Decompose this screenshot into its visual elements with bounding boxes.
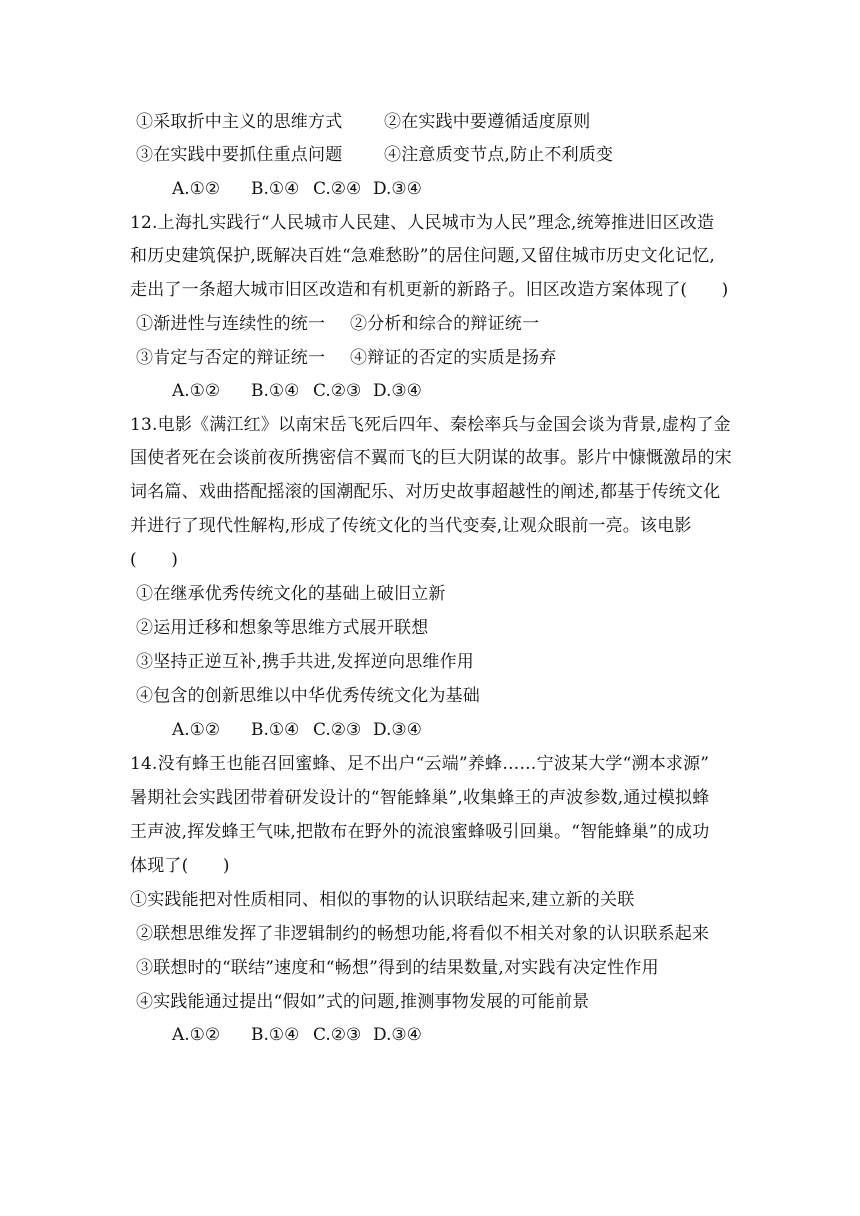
q12-option-3: ③肯定与否定的辩证统一 <box>136 348 326 368</box>
q13-option-3: ③坚持正逆互补,携手共进,发挥逆向思维作用 <box>136 652 475 672</box>
q14-choice-d: D.③④ <box>373 1025 422 1045</box>
q13-stem-line-3: 词名篇、戏曲搭配摇滚的国潮配乐、对历史故事超越性的阐述,都基于传统文化 <box>130 482 721 502</box>
q11-option-1: ①采取折中主义的思维方式 <box>136 112 343 132</box>
q13-answer-choices <box>172 718 422 742</box>
q12-choice-b: B.①④ <box>251 381 300 401</box>
q12-choice-d: D.③④ <box>373 381 422 401</box>
q11-answer-choices <box>172 177 422 201</box>
q12-stem-line-2: 和历史建筑保护,既解决百姓“急难愁盼”的居住问题,又留住城市历史文化记忆, <box>130 246 715 266</box>
q12-stem-line-3: 走出了一条超大城市旧区改造和有机更新的新路子。旧区改造方案体现了( ) <box>130 280 729 300</box>
q14-choice-b: B.①④ <box>251 1025 300 1045</box>
q11-choice-d: D.③④ <box>373 179 422 199</box>
q12-stem-line-1: 12.上海扎实践行“人民城市人民建、人民城市为人民”理念,统筹推进旧区改造 <box>130 213 715 233</box>
q14-answer-choices <box>172 1023 422 1047</box>
q13-stem-line-2: 国使者死在会谈前夜所携密信不翼而飞的巨大阴谋的故事。影片中慷慨激昂的宋 <box>130 448 732 468</box>
q13-stem-line-4: 并进行了现代性解构,形成了传统文化的当代变奏,让观众眼前一亮。该电影 <box>130 516 692 536</box>
q13-stem-line-1: 13.电影《满江红》以南宋岳飞死后四年、秦桧率兵与金国会谈为背景,虚构了金 <box>130 415 731 435</box>
q14-option-2: ②联想思维发挥了非逻辑制约的畅想功能,将看似不相关对象的认识联系起来 <box>136 924 710 944</box>
q13-option-2: ②运用迁移和想象等思维方式展开联想 <box>136 618 429 638</box>
q12-option-2: ②分析和综合的辩证统一 <box>350 314 540 334</box>
q13-choice-a: A.①② <box>172 720 221 740</box>
q14-stem-line-3: 王声波,挥发蜂王气味,把散布在野外的流浪蜜蜂吸引回巢。“智能蜂巢”的成功 <box>130 822 710 842</box>
q11-choice-b: B.①④ <box>251 179 300 199</box>
q11-option-4: ④注意质变节点,防止不利质变 <box>384 145 614 165</box>
q11-choice-c: C.②④ <box>313 179 362 199</box>
q11-option-3: ③在实践中要抓住重点问题 <box>136 145 343 165</box>
q12-option-4: ④辩证的否定的实质是扬弃 <box>350 348 557 368</box>
q14-choice-c: C.②③ <box>313 1025 362 1045</box>
q13-choice-c: C.②③ <box>313 720 362 740</box>
q14-stem-line-2: 暑期社会实践团带着研发设计的“智能蜂巢”,收集蜂王的声波参数,通过模拟蜂 <box>130 788 710 808</box>
q12-answer-choices <box>172 379 422 403</box>
q11-option-2: ②在实践中要遵循适度原则 <box>384 112 591 132</box>
q13-option-4: ④包含的创新思维以中华优秀传统文化为基础 <box>136 686 480 706</box>
q13-stem-line-5: ( ) <box>130 550 179 570</box>
q14-option-3: ③联想时的“联结”速度和“畅想”得到的结果数量,对实践有决定性作用 <box>136 958 659 978</box>
q11-choice-a: A.①② <box>172 179 221 199</box>
q12-choice-a: A.①② <box>172 381 221 401</box>
q14-option-1: ①实践能把对性质相同、相似的事物的认识联结起来,建立新的关联 <box>130 890 635 910</box>
q14-option-4: ④实践能通过提出“假如”式的问题,推测事物发展的可能前景 <box>136 992 590 1012</box>
q12-option-1: ①渐进性与连续性的统一 <box>136 314 326 334</box>
q13-choice-b: B.①④ <box>251 720 300 740</box>
q13-option-1: ①在继承优秀传统文化的基础上破旧立新 <box>136 584 446 604</box>
q14-stem-line-1: 14.没有蜂王也能召回蜜蜂、足不出户“云端”养蜂……宁波某大学“溯本求源” <box>130 754 710 774</box>
q14-choice-a: A.①② <box>172 1025 221 1045</box>
q13-choice-d: D.③④ <box>373 720 422 740</box>
q12-choice-c: C.②③ <box>313 381 362 401</box>
q14-stem-line-4: 体现了( ) <box>130 856 230 876</box>
